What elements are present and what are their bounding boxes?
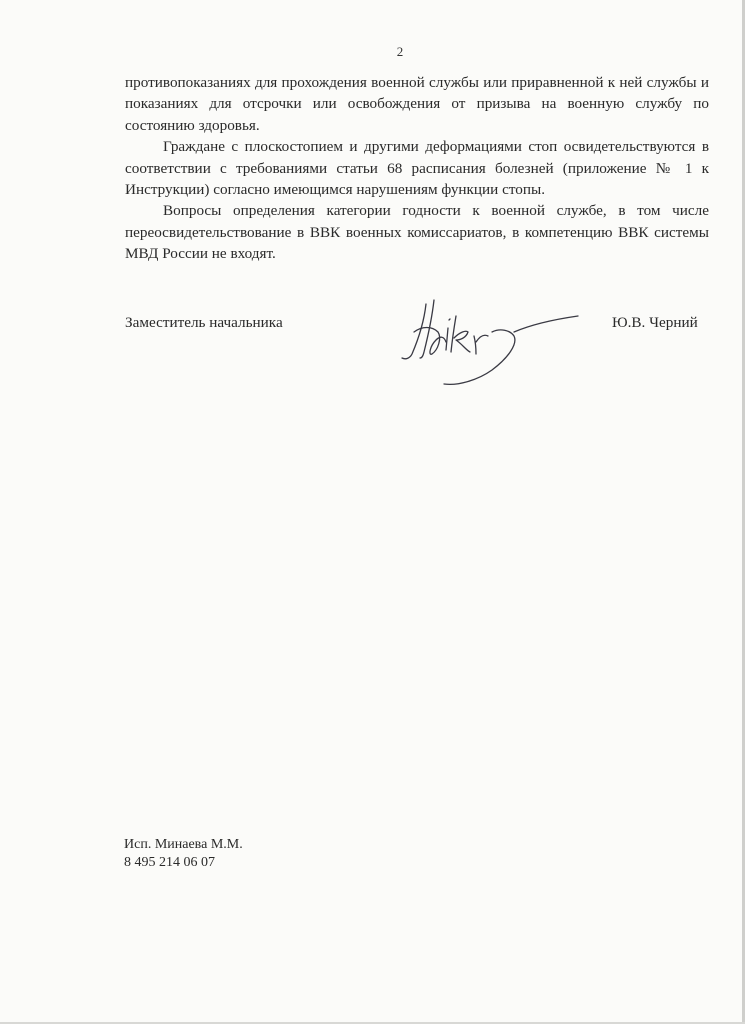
paragraph-competence: Вопросы определения категории годности к военной службе, в том числе переосвидетельствование в ВВК военных комиссариатов, в компетенцию ВВК системы МВД России не входят. xyxy=(125,202,709,263)
executor-block xyxy=(124,836,243,871)
signatory-name: Ю.В. Черний xyxy=(612,314,698,331)
handwritten-signature xyxy=(388,292,588,392)
executor-name: Исп. Минаева М.М. xyxy=(124,837,243,852)
signatory-title: Заместитель начальника xyxy=(125,314,283,331)
page-number: 2 xyxy=(396,44,404,59)
letter-body xyxy=(125,72,709,265)
paragraph-flatfoot: Граждане с плоскостопием и другими деформациями стоп освидетельствуются в соответствии с требованиями статьи 68 расписания болезней (приложение № 1 к Инструкции) согласно имеющимся нарушениям функции стопы. xyxy=(125,138,709,199)
paragraph-continuation: противопоказаниях для прохождения военной службы или приравненной к ней службы и показаниях для отсрочки или освобождения от призыва на военную службу по состоянию здоровья. xyxy=(125,74,709,134)
executor-phone: 8 495 214 06 07 xyxy=(124,854,215,870)
